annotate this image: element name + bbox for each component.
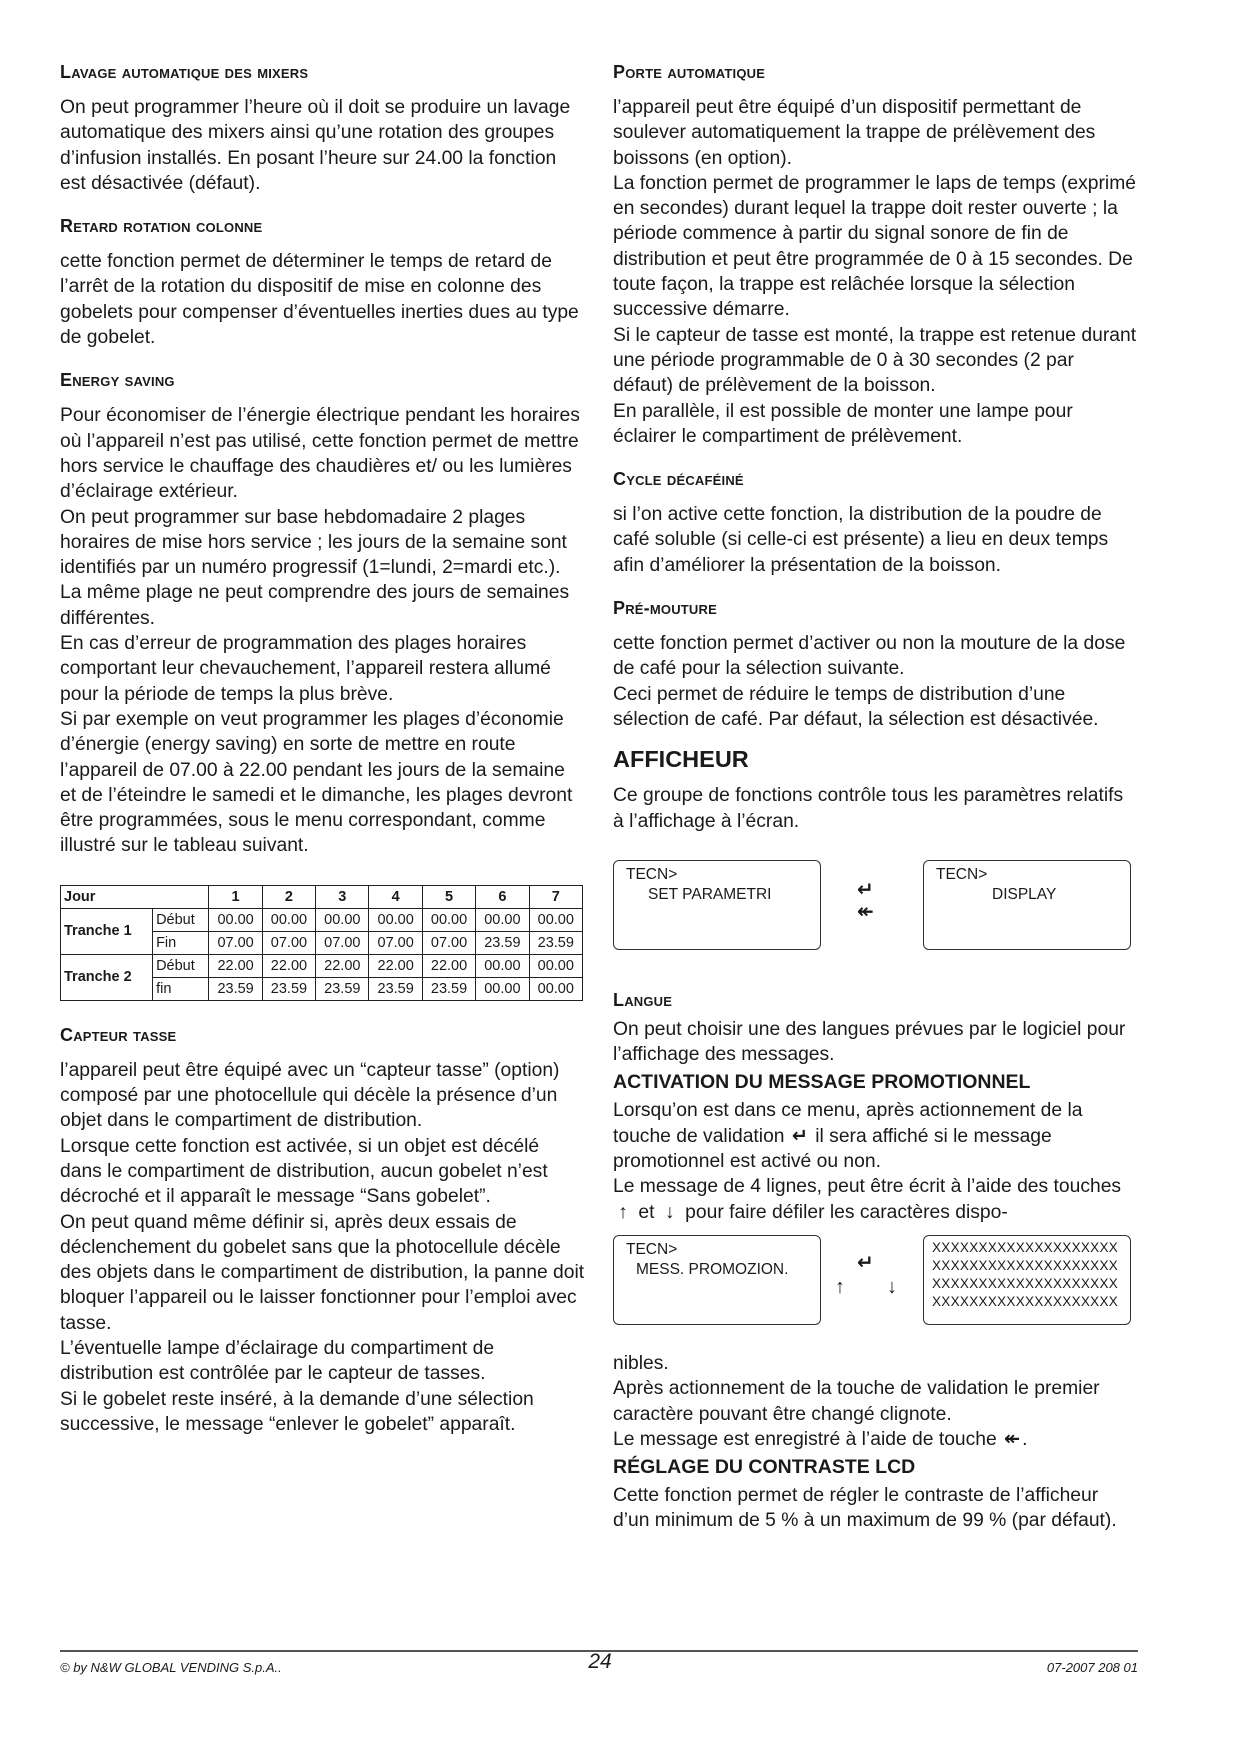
back-icon: ↞ <box>1004 1428 1021 1450</box>
table-cell: 22.00 <box>422 954 475 977</box>
table-cell: 23.59 <box>422 977 475 1000</box>
capteur-p4: L’éventuelle lampe d’éclairage du compartiment de distribution est contrôlée par le capteur de tasses. <box>60 1337 495 1385</box>
table-cell: 23.59 <box>529 931 582 954</box>
table-label-cell: Fin <box>153 931 209 954</box>
table-cell: 00.00 <box>209 908 262 931</box>
footer-copyright: © by N&W GLOBAL VENDING S.p.A.. <box>60 1660 282 1675</box>
energy-table <box>60 885 583 1001</box>
table-row <box>61 954 583 977</box>
lcd-line: XXXXXXXXXXXXXXXXXXXX <box>932 1275 1119 1291</box>
promo-p1a: Lorsqu’on est dans ce menu, après actionnement de la touche de validation <box>613 1100 1083 1147</box>
table-cell: 00.00 <box>476 954 529 977</box>
table-cell: 23.59 <box>476 931 529 954</box>
table-header-cell: Jour <box>61 885 209 908</box>
left-column <box>60 62 585 1437</box>
section-title-decaf: Cycle décaféiné <box>613 469 744 490</box>
promo-p5b: . <box>1022 1428 1028 1450</box>
lavage-text: On peut programmer l’heure où il doit se produire un lavage automatique des mixers ainsi qu’une rotation des groupes d’infusion installés. En posant l’heure sur 24.00 la fonction est désactivée (défaut). <box>60 97 571 194</box>
back-icon: ↞ <box>857 900 874 923</box>
lcd-screen-display <box>923 860 1131 950</box>
afficheur-text: Ce groupe de fonctions contrôle tous les paramètres relatifs à l’affichage à l’écran. <box>613 785 1124 832</box>
table-row <box>61 908 583 931</box>
table-cell: 22.00 <box>262 954 315 977</box>
promo-p1b: il sera affiché si le message promotionnel est activé ou non. <box>613 1125 1052 1173</box>
table-cell: 00.00 <box>529 977 582 1000</box>
table-header-cell: 5 <box>422 885 475 908</box>
table-cell: 07.00 <box>316 931 369 954</box>
down-arrow-icon: ↓ <box>887 1275 897 1298</box>
table-cell: 22.00 <box>209 954 262 977</box>
langue-text: On peut choisir une des langues prévues par le logiciel pour l’affichage des messages. <box>613 1018 1126 1066</box>
promo-p5a: Le message est enregistré à l’aide de touche <box>613 1428 997 1450</box>
table-cell: 00.00 <box>369 908 422 931</box>
promo-p3: nibles. <box>613 1352 669 1374</box>
table-cell: 00.00 <box>529 908 582 931</box>
table-label-cell: Début <box>153 908 209 931</box>
down-arrow-icon: ↓ <box>664 1201 675 1223</box>
section-title-langue: Langue <box>613 989 673 1010</box>
energy-p4: En cas d’erreur de programmation des plages horaires comportant leur chevauchement, l’appareil restera allumé pour la période de temps la plus brève. <box>60 633 551 705</box>
table-header-cell: 1 <box>209 885 262 908</box>
contraste-text: Cette fonction permet de régler le contraste de l’afficheur d’un minimum de 5 % à un maximum de 99 % (par défaut). <box>613 1485 1117 1532</box>
promo-p2b: et <box>638 1201 655 1223</box>
lcd-screen-set-parametri <box>613 860 821 950</box>
table-cell: 22.00 <box>369 954 422 977</box>
table-header-cell: 2 <box>262 885 315 908</box>
section-title-lavage: Lavage automatique des mixers <box>60 62 309 82</box>
promo-p4: Après actionnement de la touche de validation le premier caractère pouvant être changé clignote. <box>613 1378 1100 1425</box>
lcd-line: TECN> <box>936 865 988 883</box>
page-number: 24 <box>588 1650 612 1673</box>
section-title-promo: ACTIVATION DU MESSAGE PROMOTIONNEL <box>613 1071 1031 1094</box>
section-title-contraste: RÉGLAGE DU CONTRASTE LCD <box>613 1456 916 1479</box>
lcd-screen-mess-promozion <box>613 1235 821 1325</box>
capteur-p3: On peut quand même définir si, après deux essais de déclenchement du gobelet sans que la photocellule décèle des objets dans le compartiment de distribution, la panne doit bloquer l’appareil ou le laisser fonctionner pour l’emploi avec tasse. <box>60 1211 585 1334</box>
lcd-line: XXXXXXXXXXXXXXXXXXXX <box>932 1257 1119 1273</box>
promo-p2c: pour faire défiler les caractères dispo- <box>685 1201 1008 1223</box>
up-arrow-icon: ↑ <box>835 1275 845 1298</box>
table-group-cell: Tranche 2 <box>61 954 153 1000</box>
right-column <box>613 62 1138 1534</box>
section-title-porte: Porte automatique <box>613 62 766 82</box>
energy-p1: Pour économiser de l’énergie électrique pendant les horaires où l’appareil n’est pas utilisé, cette fonction permet de mettre hors service le chauffage des chaudières et/ ou les lumières d’éclairage extérieur. <box>60 405 580 503</box>
table-cell: 00.00 <box>316 908 369 931</box>
footer-doc-code: 07-2007 208 01 <box>1046 1660 1138 1675</box>
table-label-cell: Début <box>153 954 209 977</box>
promo-p2 <box>613 1174 1138 1225</box>
enter-icon: ↵ <box>857 1251 874 1274</box>
lcd-line: TECN> <box>626 865 678 883</box>
capteur-p2: Lorsque cette fonction est activée, si un objet est décélé dans le compartiment de distribution, aucun gobelet n’est décroché et il apparaît le message “Sans gobelet”. <box>60 1135 548 1208</box>
display-diagram-1 <box>613 860 1138 956</box>
energy-p3: La même plage ne peut comprendre des jours de semaines différentes. <box>60 582 570 629</box>
table-cell: 22.00 <box>316 954 369 977</box>
table-cell: 23.59 <box>262 977 315 1000</box>
section-title-afficheur: AFFICHEUR <box>613 746 749 773</box>
enter-icon: ↵ <box>791 1125 808 1147</box>
promo-p1 <box>613 1098 1138 1174</box>
section-title-premouture: Pré-mouture <box>613 598 717 619</box>
porte-p2: La fonction permet de programmer le laps de temps (exprimé en secondes) durant lequel la trappe doit rester ouverte ; la période commence à partir du signal sonore de fin de distribution et peut être programmée de 0 à 15 secondes. De toute façon, la trappe est relâchée lorsque la sélection successive démarre. <box>613 172 1136 321</box>
retard-text: cette fonction permet de déterminer le temps de retard de l’arrêt de la rotation du dispositif de mise en colonne des gobelets pour compenser d’éventuelles inerties dues au type de gobelet. <box>60 251 579 349</box>
table-cell: 07.00 <box>209 931 262 954</box>
premouture-p2: Ceci permet de réduire le temps de distribution d’une sélection de café. Par défaut, la sélection est désactivée. <box>613 683 1099 730</box>
table-header-cell: 4 <box>369 885 422 908</box>
table-cell: 00.00 <box>262 908 315 931</box>
premouture-p1: cette fonction permet d’activer ou non la mouture de la dose de café pour la sélection suivante. <box>613 633 1126 680</box>
lcd-screen-message <box>923 1235 1131 1325</box>
promo-p5 <box>613 1427 1138 1452</box>
lcd-line: DISPLAY <box>992 885 1057 903</box>
table-cell: 00.00 <box>476 977 529 1000</box>
table-cell: 07.00 <box>262 931 315 954</box>
table-cell: 07.00 <box>369 931 422 954</box>
energy-p5: Si par exemple on veut programmer les plages d’économie d’énergie (energy saving) en sorte de mettre en route l’appareil de 07.00 à 22.00 pendant les jours de la semaine et de l’éteindre le samedi et le dimanche, les plages devront être programmées, sous le menu correspondant, comme illustré sur le tableau suivant. <box>60 708 573 857</box>
lcd-line: MESS. PROMOZION. <box>636 1260 789 1278</box>
energy-p2: On peut programmer sur base hebdomadaire 2 plages horaires de mise hors service ; les jours de la semaine sont identifiés par un numéro progressif (1=lundi, 2=mardi etc.). <box>60 506 567 579</box>
porte-p1: l’appareil peut être équipé d’un dispositif permettant de soulever automatiquement la trappe de prélèvement des boissons (en option). <box>613 97 1096 169</box>
promo-p2a: Le message de 4 lignes, peut être écrit à l’aide des touches <box>613 1176 1122 1198</box>
display-diagram-2 <box>613 1235 1138 1331</box>
capteur-p5: Si le gobelet reste inséré, à la demande d’une sélection successive, le message “enlever le gobelet” apparaît. <box>60 1388 534 1435</box>
lcd-line: TECN> <box>626 1240 678 1258</box>
table-header-cell: 3 <box>316 885 369 908</box>
porte-p3: Si le capteur de tasse est monté, la trappe est retenue durant une période programmable de 0 à 30 secondes (2 par défaut) de prélèvement de la boisson. <box>613 324 1137 397</box>
table-label-cell: fin <box>153 977 209 1000</box>
lcd-line: XXXXXXXXXXXXXXXXXXXX <box>932 1293 1119 1309</box>
enter-icon: ↵ <box>857 878 874 901</box>
table-header-cell: 7 <box>529 885 582 908</box>
table-header-row <box>61 885 583 908</box>
decaf-text: si l’on active cette fonction, la distribution de la poudre de café soluble (si celle-ci est présente) a lieu en deux temps afin d’améliorer la présentation de la boisson. <box>613 504 1109 576</box>
table-cell: 07.00 <box>422 931 475 954</box>
lcd-line: SET PARAMETRI <box>648 885 772 903</box>
table-group-cell: Tranche 1 <box>61 908 153 954</box>
table-cell: 23.59 <box>369 977 422 1000</box>
table-cell: 23.59 <box>316 977 369 1000</box>
table-cell: 00.00 <box>529 954 582 977</box>
porte-p4: En parallèle, il est possible de monter une lampe pour éclairer le compartiment de prélèvement. <box>613 400 1073 447</box>
up-arrow-icon: ↑ <box>618 1201 628 1223</box>
section-title-capteur: Capteur tasse <box>60 1024 177 1045</box>
lcd-line: XXXXXXXXXXXXXXXXXXXX <box>932 1239 1119 1255</box>
table-header-cell: 6 <box>476 885 529 908</box>
table-cell: 00.00 <box>422 908 475 931</box>
section-title-retard: Retard rotation colonne <box>60 216 263 237</box>
capteur-p1: l’appareil peut être équipé avec un “capteur tasse” (option) composé par une photocellule qui décèle la présence d’un objet dans le compartiment de distribution. <box>60 1059 560 1132</box>
table-cell: 23.59 <box>209 977 262 1000</box>
table-cell: 00.00 <box>476 908 529 931</box>
section-title-energy: Energy saving <box>60 370 175 391</box>
